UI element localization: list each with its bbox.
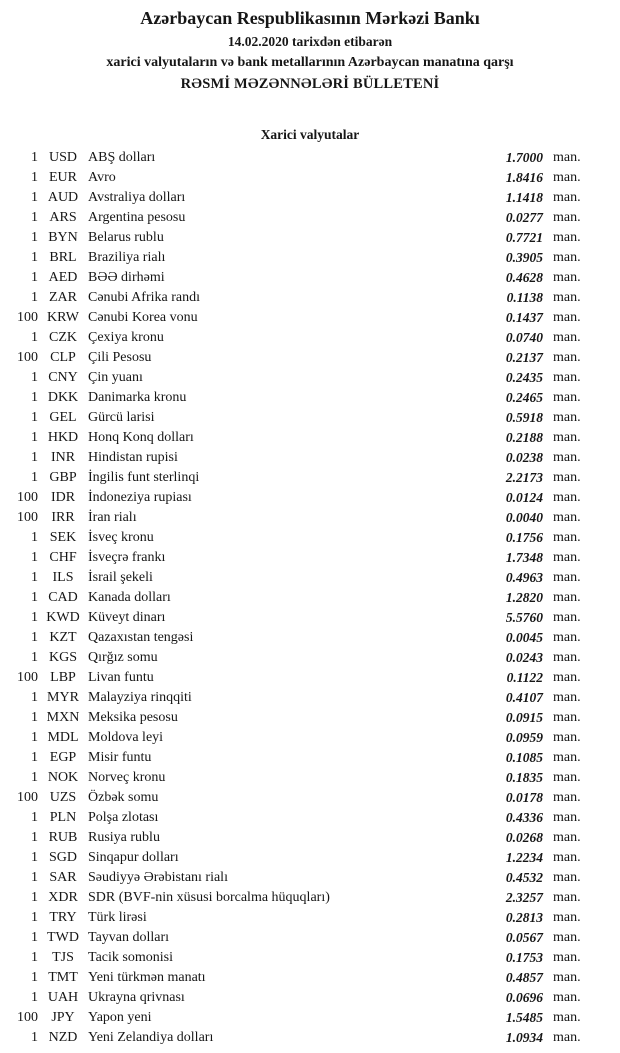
row-quantity: 1 [31,190,38,205]
row-unit: man. [553,290,581,305]
row-unit: man. [553,1030,581,1045]
row-quantity: 1 [31,530,38,545]
row-quantity: 1 [31,250,38,265]
rate-row [0,748,620,768]
row-rate: 0.4963 [505,570,543,585]
row-quantity: 1 [31,990,38,1005]
rate-row [0,348,620,368]
row-rate: 0.0959 [505,730,543,745]
rate-row [0,208,620,228]
rates-table [0,148,620,1048]
section-title-foreign-currencies: Xarici valyutalar [260,127,360,142]
row-code: MDL [47,730,79,745]
row-quantity: 1 [31,330,38,345]
row-unit: man. [553,750,581,765]
row-rate: 0.0045 [505,630,543,645]
rate-row [0,488,620,508]
row-rate: 5.5760 [505,610,543,625]
row-quantity: 100 [17,490,38,505]
rate-row [0,708,620,728]
row-rate: 1.7000 [505,150,543,165]
row-rate: 0.4336 [505,810,543,825]
row-rate: 0.3905 [505,250,543,265]
row-rate: 1.0934 [505,1030,543,1045]
row-code: UAH [47,990,79,1005]
row-unit: man. [553,470,581,485]
row-currency-name: Avro [88,170,116,185]
row-unit: man. [553,930,581,945]
row-currency-name: Çili Pesosu [88,350,152,365]
row-unit: man. [553,270,581,285]
row-rate: 0.1138 [506,290,543,305]
row-unit: man. [553,810,581,825]
row-unit: man. [553,390,581,405]
rate-row [0,248,620,268]
row-unit: man. [553,850,581,865]
rate-row [0,648,620,668]
row-rate: 0.0740 [505,330,543,345]
row-unit: man. [553,190,581,205]
row-rate: 1.7348 [505,550,543,565]
row-rate: 0.0238 [505,450,543,465]
row-rate: 0.2188 [505,430,543,445]
row-code: EUR [49,170,77,185]
rate-row [0,228,620,248]
row-currency-name: Cənubi Korea vonu [88,310,198,325]
row-code: TJS [52,950,74,965]
row-quantity: 1 [31,910,38,925]
rate-row [0,308,620,328]
row-rate: 0.0277 [505,210,543,225]
row-code: KZT [49,630,77,645]
rate-row [0,688,620,708]
rate-row [0,448,620,468]
row-code: NOK [47,770,79,785]
row-currency-name: Braziliya rialı [88,250,166,265]
row-currency-name: Qazaxıstan tengəsi [88,630,194,645]
row-currency-name: Ukrayna qrivnası [88,990,185,1005]
row-currency-name: Çexiya kronu [88,330,164,345]
rate-row [0,508,620,528]
bulletin-header [0,0,620,95]
row-quantity: 1 [31,730,38,745]
row-currency-name: Argentina pesosu [88,210,186,225]
row-currency-name: Malayziya rinqqiti [88,690,192,705]
bank-title: Azərbaycan Respublikasının Mərkəzi Bankı [140,8,480,28]
row-code: EGP [49,750,77,765]
row-currency-name: Kanada dolları [88,590,171,605]
row-currency-name: Qırğız somu [88,650,158,665]
row-quantity: 1 [31,470,38,485]
row-code: KWD [46,610,80,625]
row-currency-name: ABŞ dolları [88,150,156,165]
row-currency-name: Gürcü larisi [88,410,155,425]
row-quantity: 1 [31,570,38,585]
row-unit: man. [553,450,581,465]
row-rate: 2.3257 [505,890,543,905]
row-code: NZD [48,1030,78,1045]
row-code: ARS [49,210,77,225]
rate-row [0,668,620,688]
row-code: DKK [47,390,79,405]
rate-row [0,988,620,1008]
row-unit: man. [553,650,581,665]
row-code: BYN [48,230,78,245]
row-unit: man. [553,430,581,445]
row-quantity: 1 [31,390,38,405]
row-currency-name: İsveç kronu [88,530,154,545]
row-code: RUB [48,830,78,845]
row-code: GBP [49,470,77,485]
row-quantity: 100 [17,1010,38,1025]
row-unit: man. [553,570,581,585]
row-rate: 1.5485 [505,1010,543,1025]
row-code: ILS [52,570,74,585]
row-code: BRL [49,250,77,265]
row-rate: 0.2465 [505,390,543,405]
row-quantity: 1 [31,890,38,905]
row-quantity: 1 [31,650,38,665]
row-quantity: 1 [31,710,38,725]
rate-row [0,408,620,428]
row-rate: 0.1122 [506,670,543,685]
row-unit: man. [553,170,581,185]
row-quantity: 1 [31,270,38,285]
row-rate: 0.0567 [505,930,543,945]
row-unit: man. [553,490,581,505]
row-unit: man. [553,590,581,605]
row-quantity: 1 [31,590,38,605]
row-unit: man. [553,770,581,785]
rate-row [0,608,620,628]
row-quantity: 100 [17,310,38,325]
row-code: CNY [48,370,78,385]
row-unit: man. [553,670,581,685]
rate-row [0,948,620,968]
row-unit: man. [553,730,581,745]
row-rate: 0.0178 [505,790,543,805]
row-rate: 0.7721 [505,230,543,245]
row-rate: 0.0268 [505,830,543,845]
row-quantity: 100 [17,670,38,685]
row-unit: man. [553,690,581,705]
row-rate: 0.1756 [505,530,543,545]
row-unit: man. [553,410,581,425]
row-quantity: 1 [31,690,38,705]
row-rate: 0.0696 [505,990,543,1005]
row-currency-name: BƏƏ dirhəmi [88,270,165,285]
row-currency-name: İndoneziya rupiası [88,490,192,505]
row-unit: man. [553,550,581,565]
row-unit: man. [553,210,581,225]
row-currency-name: Rusiya rublu [88,830,160,845]
row-currency-name: İsveçrə frankı [88,550,166,565]
rate-row [0,848,620,868]
row-unit: man. [553,310,581,325]
row-quantity: 1 [31,770,38,785]
row-code: SAR [49,870,77,885]
rate-row [0,928,620,948]
row-code: INR [50,450,76,465]
row-code: IDR [50,490,76,505]
row-currency-name: Danimarka kronu [88,390,187,405]
row-currency-name: Misir funtu [88,750,152,765]
row-rate: 0.5918 [505,410,543,425]
row-rate: 0.1835 [505,770,543,785]
rate-row [0,388,620,408]
row-quantity: 1 [31,450,38,465]
row-code: TWD [47,930,79,945]
row-unit: man. [553,630,581,645]
row-unit: man. [553,990,581,1005]
row-currency-name: Sinqapur dolları [88,850,179,865]
row-currency-name: Honq Konq dolları [88,430,194,445]
rate-row [0,548,620,568]
row-rate: 0.0124 [505,490,543,505]
row-currency-name: Avstraliya dolları [88,190,186,205]
row-unit: man. [553,350,581,365]
row-currency-name: Polşa zlotası [88,810,159,825]
row-rate: 1.8416 [505,170,543,185]
row-quantity: 1 [31,610,38,625]
row-quantity: 1 [31,950,38,965]
row-rate: 0.4532 [505,870,543,885]
row-code: UZS [49,790,77,805]
row-unit: man. [553,1010,581,1025]
row-quantity: 100 [17,510,38,525]
row-currency-name: Özbək somu [88,790,159,805]
row-code: JPY [51,1010,75,1025]
row-code: ZAR [49,290,77,305]
rate-row [0,428,620,448]
row-rate: 0.2813 [505,910,543,925]
rate-row [0,1008,620,1028]
row-unit: man. [553,510,581,525]
row-code: CLP [50,350,76,365]
row-currency-name: Meksika pesosu [88,710,178,725]
row-code: XDR [48,890,78,905]
row-quantity: 1 [31,550,38,565]
row-currency-name: Yapon yeni [88,1010,152,1025]
rate-row [0,188,620,208]
row-currency-name: İran rialı [88,510,137,525]
row-code: TMT [48,970,78,985]
row-code: AED [48,270,78,285]
row-unit: man. [553,710,581,725]
rate-row [0,888,620,908]
row-quantity: 1 [31,850,38,865]
rate-row [0,968,620,988]
rate-row [0,588,620,608]
row-rate: 0.1437 [505,310,543,325]
rate-row [0,568,620,588]
row-rate: 0.0915 [505,710,543,725]
row-quantity: 1 [31,750,38,765]
row-code: CHF [49,550,77,565]
rate-row [0,908,620,928]
row-quantity: 1 [31,630,38,645]
row-currency-name: İngilis funt sterlinqi [88,470,200,485]
row-unit: man. [553,330,581,345]
rate-row [0,148,620,168]
row-quantity: 1 [31,810,38,825]
row-code: CZK [49,330,77,345]
row-unit: man. [553,970,581,985]
bulletin-title: RƏSMİ MƏZƏNNƏLƏRİ BÜLLETENİ [180,76,440,92]
row-currency-name: Belarus rublu [88,230,164,245]
row-unit: man. [553,530,581,545]
row-currency-name: Cənubi Afrika randı [88,290,200,305]
rate-row [0,328,620,348]
row-currency-name: Yeni türkmən manatı [88,970,206,985]
row-rate: 0.4107 [505,690,543,705]
rate-row [0,468,620,488]
row-rate: 0.2435 [505,370,543,385]
effective-date-line: 14.02.2020 tarixdən etibarən [227,34,393,49]
row-rate: 0.2137 [505,350,543,365]
row-currency-name: Yeni Zelandiya dolları [88,1030,214,1045]
row-unit: man. [553,230,581,245]
row-quantity: 1 [31,430,38,445]
rate-row [0,1028,620,1048]
row-currency-name: Çin yuanı [88,370,143,385]
rate-row [0,768,620,788]
row-quantity: 1 [31,370,38,385]
row-rate: 0.1753 [505,950,543,965]
row-currency-name: Norveç kronu [88,770,166,785]
row-code: SGD [48,850,77,865]
row-unit: man. [553,830,581,845]
row-code: LBP [50,670,76,685]
row-currency-name: Tayvan dolları [88,930,170,945]
row-currency-name: Türk lirəsi [88,910,147,925]
row-quantity: 1 [31,210,38,225]
row-code: GEL [49,410,77,425]
rate-row [0,868,620,888]
row-unit: man. [553,870,581,885]
row-quantity: 1 [31,830,38,845]
row-rate: 1.1418 [505,190,543,205]
row-quantity: 1 [31,930,38,945]
bulletin-subtitle: xarici valyutaların və bank metallarının Azərbaycan manatına qarşı [106,55,514,70]
row-currency-name: Livan funtu [88,670,154,685]
row-currency-name: Səudiyyə Ərəbistanı rialı [88,870,228,885]
row-rate: 0.0040 [505,510,543,525]
row-unit: man. [553,950,581,965]
row-code: MXN [46,710,80,725]
row-rate: 2.2173 [505,470,543,485]
row-code: AUD [47,190,79,205]
row-currency-name: Küveyt dinarı [88,610,166,625]
row-quantity: 100 [17,350,38,365]
row-quantity: 1 [31,290,38,305]
row-quantity: 1 [31,230,38,245]
rate-row [0,168,620,188]
rate-row [0,728,620,748]
row-rate: 0.0243 [505,650,543,665]
rate-row [0,788,620,808]
rate-row [0,628,620,648]
row-code: PLN [49,810,77,825]
row-quantity: 1 [31,1030,38,1045]
row-quantity: 1 [31,170,38,185]
row-code: USD [48,150,77,165]
row-unit: man. [553,610,581,625]
row-code: KGS [48,650,77,665]
row-code: IRR [51,510,75,525]
row-rate: 1.2820 [505,590,543,605]
row-quantity: 1 [31,410,38,425]
row-code: SEK [49,530,77,545]
row-quantity: 100 [17,790,38,805]
rate-row [0,268,620,288]
row-code: MYR [47,690,79,705]
row-currency-name: İsrail şekeli [88,570,153,585]
row-unit: man. [553,790,581,805]
row-quantity: 1 [31,970,38,985]
rate-row [0,528,620,548]
rate-row [0,808,620,828]
row-quantity: 1 [31,870,38,885]
row-unit: man. [553,370,581,385]
row-rate: 1.2234 [505,850,543,865]
row-code: HKD [47,430,79,445]
row-currency-name: SDR (BVF-nin xüsusi borcalma hüquqları) [88,890,330,905]
row-rate: 0.4857 [505,970,543,985]
rate-row [0,828,620,848]
row-currency-name: Hindistan rupisi [88,450,178,465]
row-rate: 0.4628 [505,270,543,285]
row-code: KRW [47,310,79,325]
row-unit: man. [553,890,581,905]
row-quantity: 1 [31,150,38,165]
row-unit: man. [553,250,581,265]
row-code: TRY [49,910,77,925]
row-code: CAD [48,590,78,605]
row-currency-name: Moldova leyi [88,730,164,745]
rate-row [0,288,620,308]
row-unit: man. [553,910,581,925]
row-rate: 0.1085 [505,750,543,765]
rate-row [0,368,620,388]
row-unit: man. [553,150,581,165]
row-currency-name: Tacik somonisi [88,950,173,965]
